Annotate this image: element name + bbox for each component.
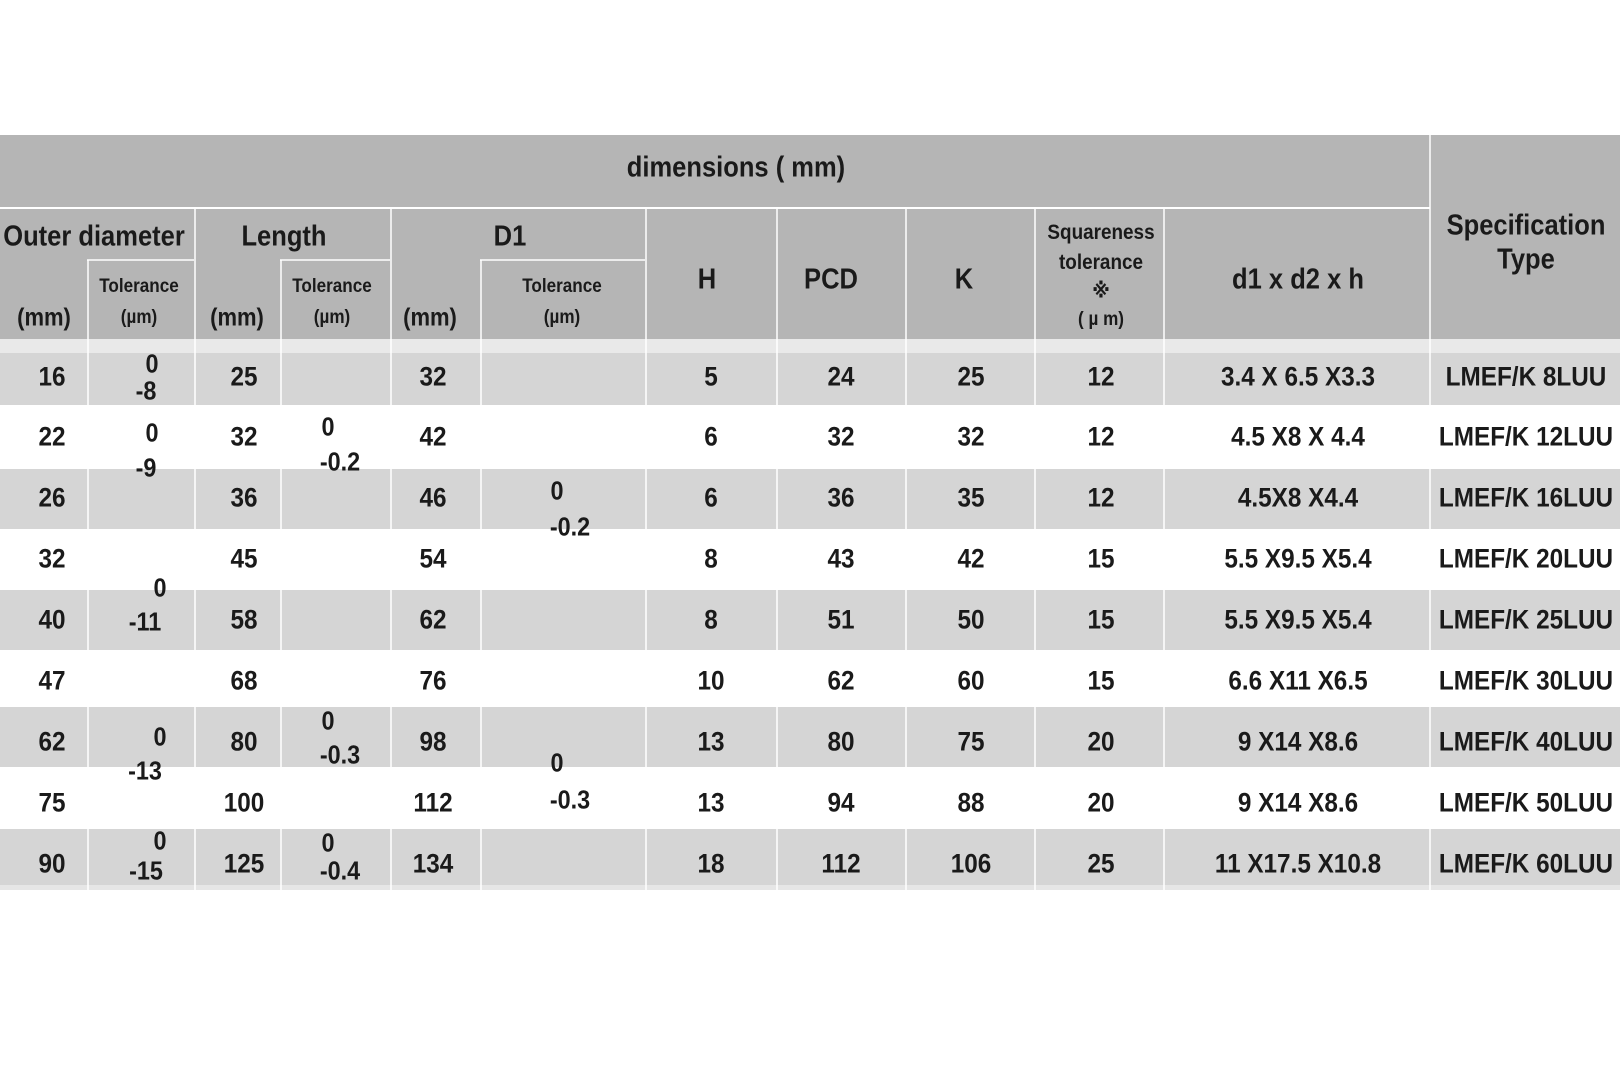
- squareness-cell: 25: [1087, 848, 1115, 879]
- d1-cell: 134: [412, 848, 454, 879]
- k-cell: 35: [957, 482, 985, 513]
- od-tolerance-upper: 0: [153, 572, 167, 603]
- d1d2h-header: d1 x d2 x h: [1232, 263, 1364, 296]
- od-cell: 32: [38, 543, 66, 574]
- pcd-cell: 80: [827, 726, 855, 757]
- od-cell: 75: [38, 787, 66, 818]
- h-cell: 8: [704, 543, 718, 574]
- length-cell: 32: [230, 421, 258, 452]
- length-cell: 45: [230, 543, 258, 574]
- spec-type-cell: LMEF/K 40LUU: [1438, 726, 1614, 757]
- d1-tolerance-upper: 0: [550, 747, 564, 778]
- squareness-cell: 15: [1087, 543, 1115, 574]
- od-tolerance-unit: (µm): [120, 307, 158, 328]
- squareness-cell: 15: [1087, 665, 1115, 696]
- length-cell: 100: [223, 787, 265, 818]
- d1d2h-cell: 5.5 X9.5 X5.4: [1224, 604, 1372, 635]
- od-cell: 62: [38, 726, 66, 757]
- k-header: K: [954, 263, 974, 296]
- h-cell: 5: [704, 361, 718, 392]
- od-cell: 40: [38, 604, 66, 635]
- h-cell: 6: [704, 482, 718, 513]
- length-tolerance-lower: -0.3: [319, 739, 361, 770]
- squareness-cell: 20: [1087, 726, 1115, 757]
- k-cell: 60: [957, 665, 985, 696]
- squareness-cell: 15: [1087, 604, 1115, 635]
- k-cell: 42: [957, 543, 985, 574]
- od-tolerance-lower: -8: [135, 375, 157, 406]
- spec-type-cell: LMEF/K 25LUU: [1438, 604, 1614, 635]
- dimensions-header: dimensions ( mm): [626, 151, 846, 184]
- pcd-cell: 32: [827, 421, 855, 452]
- squareness-header: Squareness: [1047, 221, 1155, 244]
- h-cell: 8: [704, 604, 718, 635]
- length-cell: 36: [230, 482, 258, 513]
- pcd-cell: 51: [827, 604, 855, 635]
- pcd-cell: 43: [827, 543, 855, 574]
- length-tolerance-header: Tolerance: [292, 276, 372, 297]
- d1d2h-cell: 4.5 X8 X 4.4: [1231, 421, 1365, 452]
- spec-type-cell: LMEF/K 50LUU: [1438, 787, 1614, 818]
- d1-cell: 46: [419, 482, 447, 513]
- od-tolerance-upper: 0: [145, 348, 159, 379]
- length-mm-unit: (mm): [210, 303, 264, 332]
- d1-tolerance-upper: 0: [550, 475, 564, 506]
- outer-diameter-header: Outer diameter: [3, 220, 185, 253]
- od-tolerance-lower: -13: [128, 755, 162, 786]
- d1d2h-cell: 9 X14 X8.6: [1237, 787, 1359, 818]
- squareness-unit: ( µ m): [1078, 309, 1124, 330]
- k-cell: 50: [957, 604, 985, 635]
- h-cell: 10: [697, 665, 725, 696]
- spec-type-cell: LMEF/K 60LUU: [1438, 848, 1614, 879]
- d1-tolerance-unit: (µm): [543, 307, 581, 328]
- spec-type-cell: LMEF/K 30LUU: [1438, 665, 1614, 696]
- od-tolerance-lower: -9: [135, 452, 157, 483]
- d1-cell: 32: [419, 361, 447, 392]
- d1-tolerance-lower: -0.3: [549, 784, 591, 815]
- d1d2h-cell: 3.4 X 6.5 X3.3: [1220, 361, 1376, 392]
- k-cell: 32: [957, 421, 985, 452]
- pcd-cell: 94: [827, 787, 855, 818]
- od-cell: 26: [38, 482, 66, 513]
- od-cell: 47: [38, 665, 66, 696]
- spec-type-header-line2: Type: [1497, 243, 1555, 276]
- squareness-mark: ※: [1092, 280, 1110, 303]
- squareness-cell: 12: [1087, 361, 1115, 392]
- pcd-cell: 24: [827, 361, 855, 392]
- table-bottom-edge: [0, 885, 1620, 890]
- d1-mm-unit: (mm): [403, 303, 457, 332]
- squareness-header-line2: tolerance: [1058, 251, 1144, 274]
- length-cell: 25: [230, 361, 258, 392]
- d1-cell: 62: [419, 604, 447, 635]
- od-tolerance-upper: 0: [153, 825, 167, 856]
- k-cell: 75: [957, 726, 985, 757]
- d1d2h-cell: 4.5X8 X4.4: [1237, 482, 1359, 513]
- pcd-cell: 112: [821, 848, 861, 879]
- h-cell: 13: [697, 726, 725, 757]
- length-tolerance-lower: -0.4: [319, 855, 361, 886]
- length-cell: 68: [230, 665, 258, 696]
- d1-tolerance-header: Tolerance: [522, 276, 602, 297]
- h-cell: 13: [697, 787, 725, 818]
- d1d2h-cell: 11 X17.5 X10.8: [1214, 848, 1382, 879]
- length-tolerance-upper: 0: [321, 411, 335, 442]
- k-cell: 106: [950, 848, 992, 879]
- pcd-header: PCD: [804, 263, 858, 296]
- pcd-cell: 36: [827, 482, 855, 513]
- od-tolerance-upper: 0: [153, 721, 167, 752]
- h-header: H: [697, 263, 717, 296]
- squareness-cell: 12: [1087, 421, 1115, 452]
- od-tolerance-lower: -11: [128, 606, 162, 637]
- h-cell: 18: [697, 848, 725, 879]
- header-gap: [0, 339, 1620, 353]
- od-mm-unit: (mm): [17, 303, 71, 332]
- d1-cell: 54: [419, 543, 447, 574]
- k-cell: 25: [957, 361, 985, 392]
- pcd-cell: 62: [827, 665, 855, 696]
- squareness-cell: 12: [1087, 482, 1115, 513]
- length-tolerance-upper: 0: [321, 827, 335, 858]
- od-tolerance-lower: -15: [129, 855, 163, 886]
- length-cell: 125: [223, 848, 265, 879]
- d1-cell: 112: [413, 787, 453, 818]
- squareness-cell: 20: [1087, 787, 1115, 818]
- h-cell: 6: [704, 421, 718, 452]
- length-tolerance-unit: (µm): [313, 307, 351, 328]
- length-cell: 58: [230, 604, 258, 635]
- spec-type-cell: LMEF/K 16LUU: [1438, 482, 1614, 513]
- length-cell: 80: [230, 726, 258, 757]
- spec-type-header: Specification: [1446, 209, 1606, 242]
- od-tolerance-header: Tolerance: [99, 276, 179, 297]
- d1-cell: 42: [419, 421, 447, 452]
- spec-type-cell: LMEF/K 8LUU: [1445, 361, 1607, 392]
- d1-header: D1: [493, 220, 527, 253]
- d1-tolerance-lower: -0.2: [549, 511, 591, 542]
- od-tolerance-upper: 0: [145, 417, 159, 448]
- spec-type-cell: LMEF/K 12LUU: [1438, 421, 1614, 452]
- d1d2h-cell: 6.6 X11 X6.5: [1228, 665, 1368, 696]
- length-tolerance-lower: -0.2: [319, 446, 361, 477]
- d1-cell: 98: [419, 726, 447, 757]
- d1-cell: 76: [419, 665, 447, 696]
- d1d2h-cell: 5.5 X9.5 X5.4: [1224, 543, 1372, 574]
- length-header: Length: [241, 220, 327, 253]
- od-cell: 90: [38, 848, 66, 879]
- od-cell: 16: [38, 361, 66, 392]
- k-cell: 88: [957, 787, 985, 818]
- length-tolerance-upper: 0: [321, 705, 335, 736]
- od-cell: 22: [38, 421, 66, 452]
- d1d2h-cell: 9 X14 X8.6: [1237, 726, 1359, 757]
- spec-type-cell: LMEF/K 20LUU: [1438, 543, 1614, 574]
